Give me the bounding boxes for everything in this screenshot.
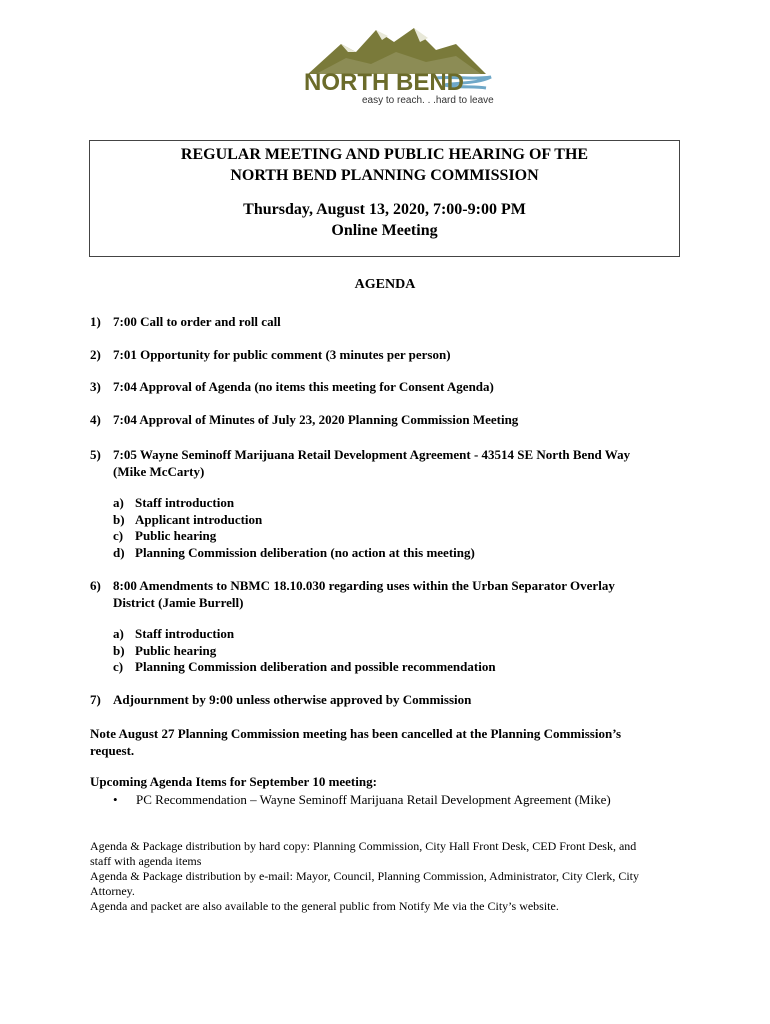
agenda-subitem-list-5: [113, 495, 673, 561]
list-item: c) Public hearing: [113, 528, 217, 543]
agenda-item-3: 3) 7:04 Approval of Agenda (no items this meeting for Consent Agenda): [90, 379, 494, 394]
title-line-1: REGULAR MEETING AND PUBLIC HEARING OF THE: [180, 146, 589, 163]
list-item: a) Staff introduction: [113, 626, 235, 641]
meeting-title-box: [89, 140, 680, 257]
agenda-item-1: 1) 7:00 Call to order and roll call: [90, 314, 281, 329]
logo-tagline: easy to reach. . .hard to leave: [362, 95, 494, 106]
agenda-item-4: 4) 7:04 Approval of Minutes of July 23, 2020 Planning Commission Meeting: [90, 412, 519, 427]
cancellation-note: Note August 27 Planning Commission meeting has been cancelled at the Planning Commission’s request.: [90, 726, 622, 758]
agenda-item-6: 6) 8:00 Amendments to NBMC 18.10.030 regarding uses within the Urban Separator Overlay District (Jamie Burrell): [90, 578, 615, 610]
agenda-item-7: 7) Adjournment by 9:00 unless otherwise approved by Commission: [90, 692, 472, 707]
logo-wordmark: NORTH BEND: [304, 69, 464, 96]
list-item: d) Planning Commission deliberation (no action at this meeting): [113, 544, 475, 560]
list-item: b) Public hearing: [113, 642, 217, 658]
distribution-notes: Agenda & Package distribution by hard copy: Planning Commission, City Hall Front Desk, CED Front Desk, and staff with agenda items Agenda & Package distribution by e-mail: Mayor, Council, Planning Commission, Administrator, City Clerk, City Attorney. Agenda and packet are also available to the general public from Notify Me via the City’s website.: [90, 839, 639, 913]
agenda-heading: AGENDA: [354, 277, 416, 292]
agenda-item-2: 2) 7:01 Opportunity for public comment (3 minutes per person): [90, 347, 451, 362]
meeting-date: Thursday, August 13, 2020, 7:00-9:00 PM: [243, 201, 526, 218]
agenda-item-5: 5) 7:05 Wayne Seminoff Marijuana Retail Development Agreement - 43514 SE North Bend Way (Mike McCarty): [90, 447, 631, 479]
agenda-subitem-list-6: [113, 626, 673, 676]
upcoming-heading: Upcoming Agenda Items for September 10 meeting:: [90, 774, 377, 789]
list-item: b) Applicant introduction: [113, 511, 263, 527]
list-item: c) Planning Commission deliberation and possible recommendation: [113, 659, 496, 674]
title-line-2: NORTH BEND PLANNING COMMISSION: [230, 167, 539, 184]
list-item: a) Staff introduction: [113, 495, 235, 510]
meeting-location: Online Meeting: [331, 222, 438, 239]
upcoming-item: • PC Recommendation – Wayne Seminoff Marijuana Retail Development Agreement (Mike): [113, 792, 611, 807]
bullet-icon: •: [113, 792, 118, 807]
north-bend-logo: [296, 22, 496, 112]
